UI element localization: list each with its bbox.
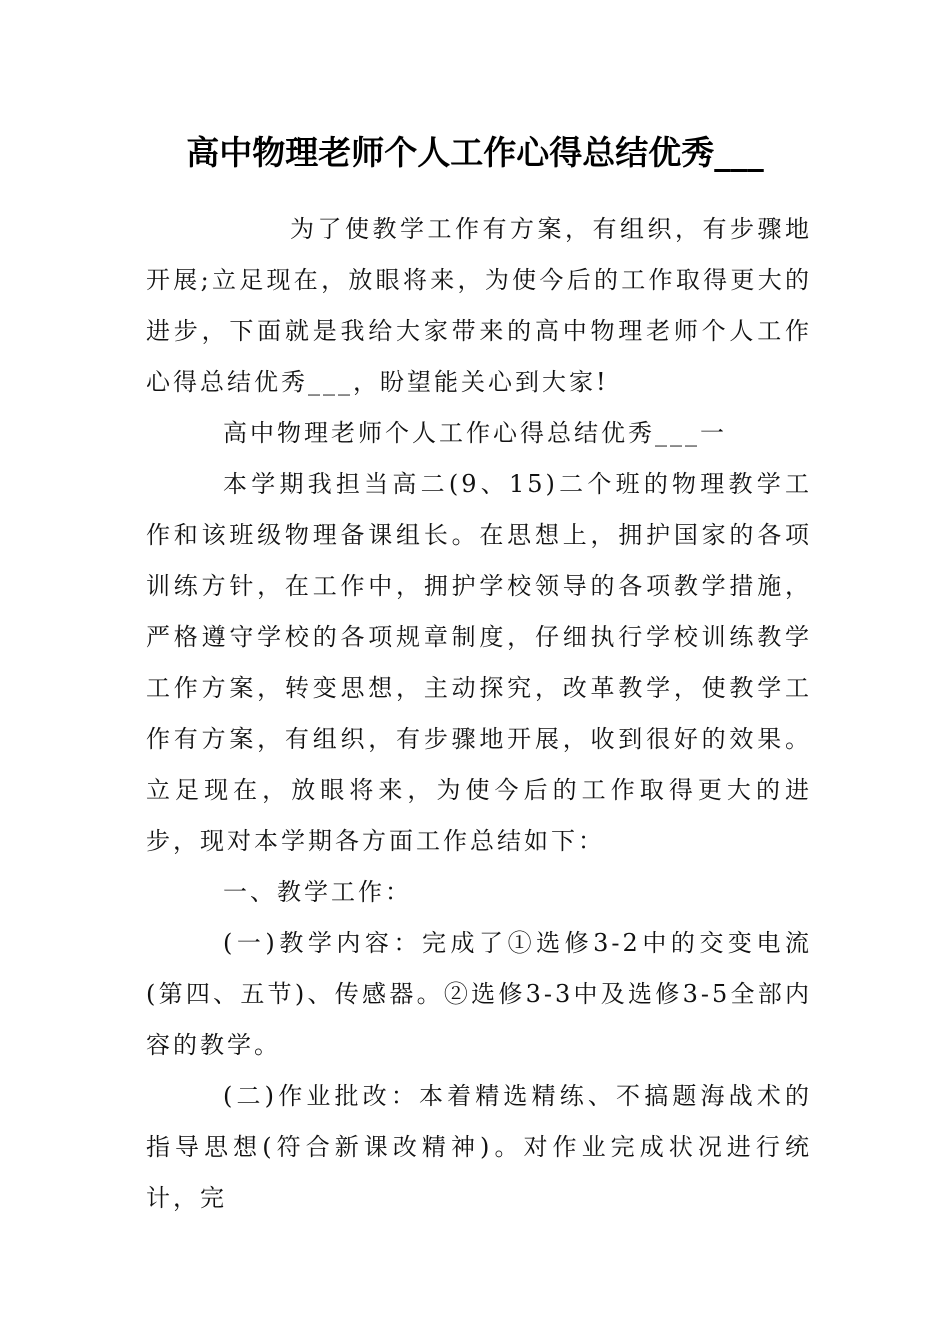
document-body bbox=[146, 204, 812, 1224]
intro-paragraph: 为了使教学工作有方案，有组织，有步骤地开展;立足现在，放眼将来，为使今后的工作取得更大的进步，下面就是我给大家带来的高中物理老师个人工作心得总结优秀___，盼望能关心到大家! bbox=[146, 215, 812, 396]
subsection-heading: 一、教学工作： bbox=[223, 878, 412, 906]
body-paragraph: 本学期我担当高二(9、15)二个班的物理教学工作和该班级物理备课组长。在思想上，拥护国家的各项训练方针，在工作中，拥护学校领导的各项教学措施，严格遵守学校的各项规章制度，仔细执行学校训练教学工作方案，转变思想，主动探究，改革教学，使教学工作有方案，有组织，有步骤地开展，收到很好的效果。立足现在，放眼将来，为使今后的工作取得更大的进步，现对本学期各方面工作总结如下： bbox=[146, 470, 812, 855]
list-item-teaching-content: (一)教学内容：完成了①选修3-2中的交变电流(第四、五节)、传感器。②选修3-3中及选修3-5全部内容的教学。 bbox=[146, 929, 812, 1059]
document-title: 高中物理老师个人工作心得总结优秀___ bbox=[186, 133, 764, 172]
list-item-homework: (二)作业批改：本着精选精练、不搞题海战术的指导思想(符合新课改精神)。对作业完成状况进行统计，完 bbox=[146, 1082, 812, 1212]
section-heading: 高中物理老师个人工作心得总结优秀___一 bbox=[223, 419, 727, 447]
